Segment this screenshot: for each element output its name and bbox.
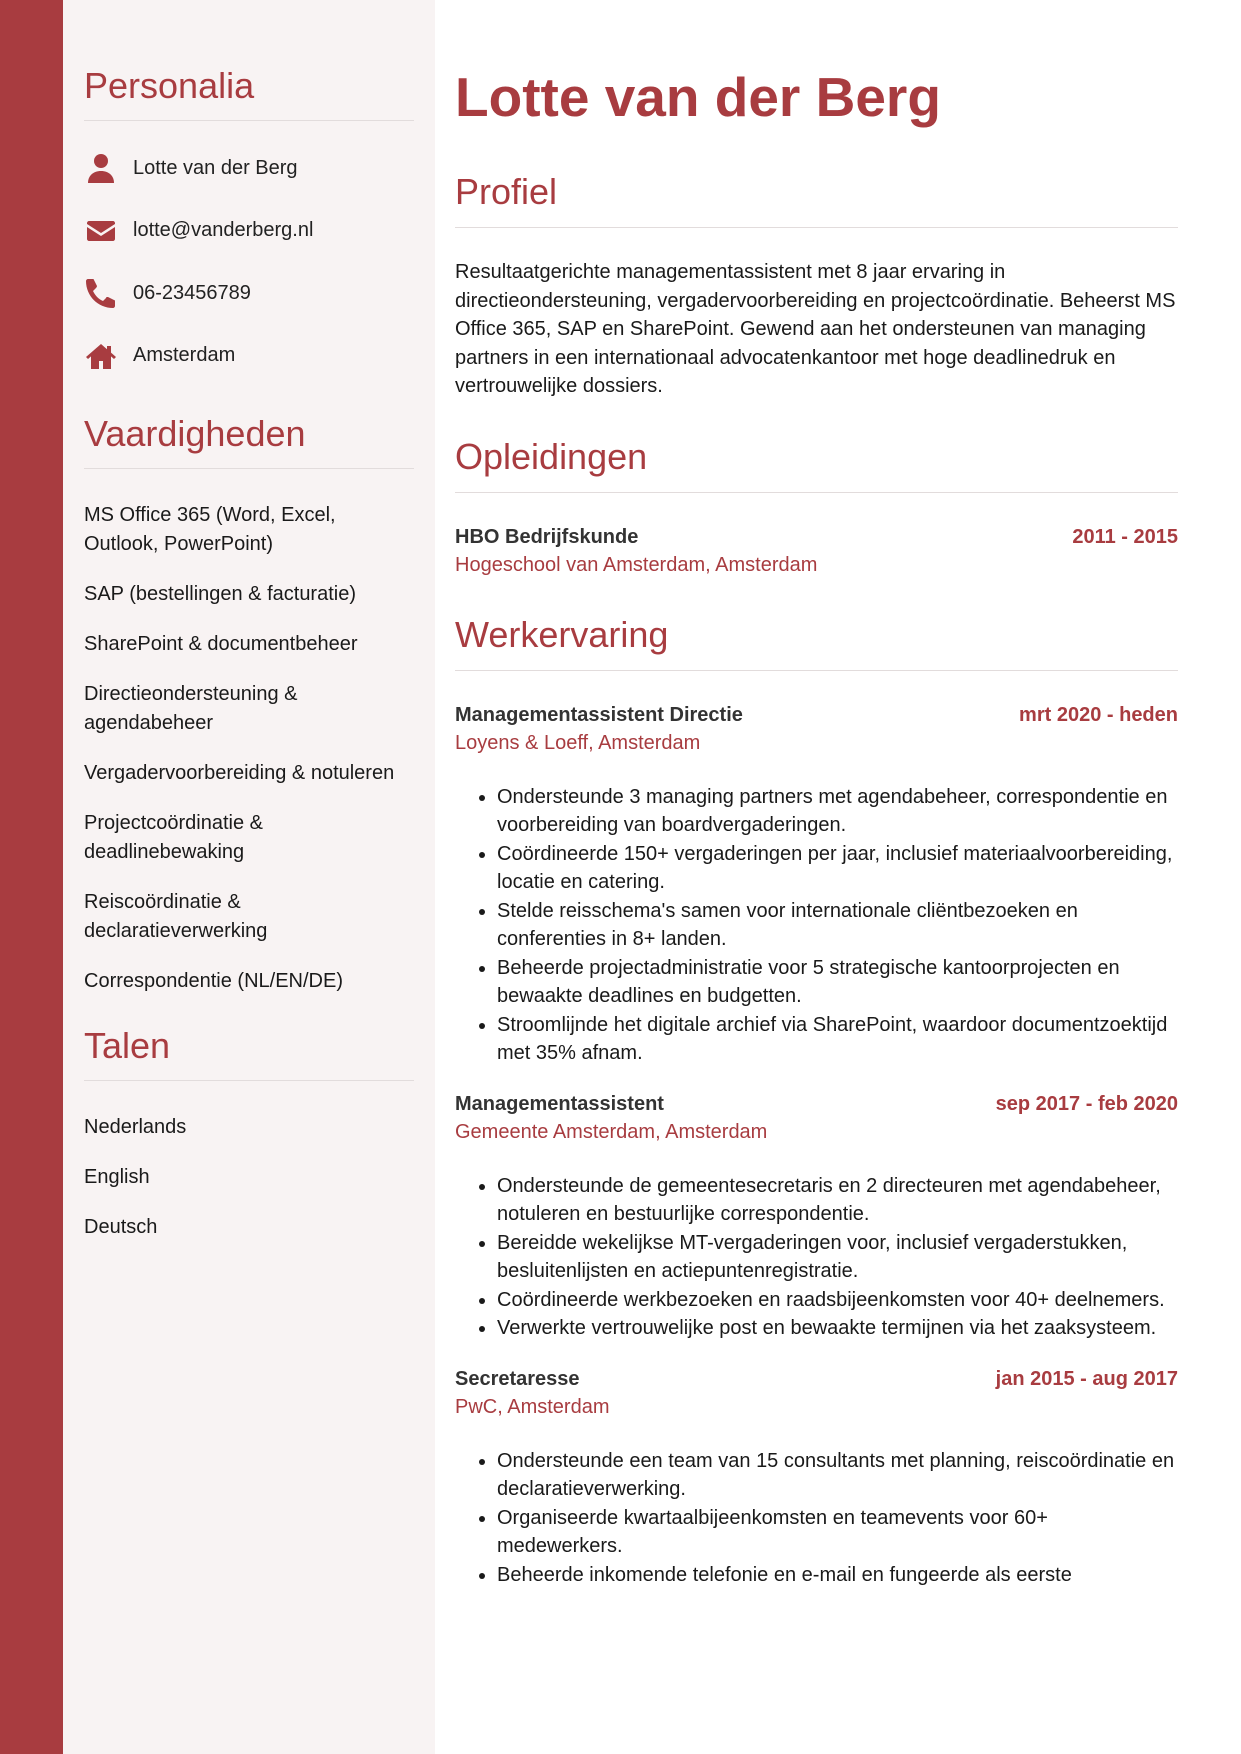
education-institution: Hogeschool van Amsterdam, Amsterdam <box>455 553 818 576</box>
bullet-item: • Beheerde inkomende telefonie en e-mail en fungeerde als eerste <box>497 1561 1178 1590</box>
job-date: sep 2017 - feb 2020 <box>995 1092 1178 1115</box>
job-bullets <box>455 1172 1178 1343</box>
bullet-item: • Stelde reisschema's samen voor internationale cliëntbezoeken en conferenties in 8+ landen. <box>497 897 1178 954</box>
contact-email[interactable]: lotte@vanderberg.nl <box>133 219 314 242</box>
contact-list <box>84 137 414 387</box>
bullet-item: • Stroomlijnde het digitale archief via SharePoint, waardoor documentzoektijd met 35% afnam. <box>497 1011 1178 1068</box>
contact-item-phone[interactable] <box>84 262 414 325</box>
education-title: HBO Bedrijfskunde <box>455 525 639 548</box>
person-icon <box>84 151 118 185</box>
profile-heading: Profiel <box>455 170 1178 228</box>
contact-name: Lotte van der Berg <box>133 156 298 179</box>
education-heading: Opleidingen <box>455 435 1178 493</box>
envelope-icon <box>84 214 118 248</box>
work-entry <box>455 1090 1178 1343</box>
bullet-item: • Ondersteunde 3 managing partners met agendabeheer, correspondentie en voorbereiding van boardvergaderingen. <box>497 783 1178 840</box>
job-title: Managementassistent <box>455 1092 664 1115</box>
skills-heading: Vaardigheden <box>84 412 414 469</box>
job-company: Gemeente Amsterdam, Amsterdam <box>455 1120 768 1143</box>
phone-icon <box>84 276 118 310</box>
contact-phone[interactable]: 06-23456789 <box>133 281 251 304</box>
contact-item-location <box>84 325 414 388</box>
work-entry <box>455 1365 1178 1590</box>
languages-heading: Talen <box>84 1024 414 1081</box>
job-date: jan 2015 - aug 2017 <box>995 1367 1178 1390</box>
job-title: Secretaresse <box>455 1367 580 1390</box>
job-title: Managementassistent Directie <box>455 703 743 726</box>
bullet-item: • Organiseerde kwartaalbijeenkomsten en teamevents voor 60+ medewerkers. <box>497 1504 1178 1561</box>
contact-item-name <box>84 137 414 200</box>
sidebar <box>63 0 435 1754</box>
bullet-item: • Beheerde projectadministratie voor 5 strategische kantoorprojecten en bewaakte deadlines en budgetten. <box>497 954 1178 1011</box>
home-icon <box>84 339 118 373</box>
job-bullets <box>455 1447 1178 1590</box>
candidate-name: Lotte van der Berg <box>455 66 941 128</box>
skill-item: Reiscoördinatie & declaratieverwerking <box>84 891 268 942</box>
skills-list <box>84 501 414 996</box>
skill-item: SharePoint & documentbeheer <box>84 633 358 655</box>
skill-item: MS Office 365 (Word, Excel, Outlook, PowerPoint) <box>84 504 336 555</box>
bullet-item: • Coördineerde werkbezoeken en raadsbijeenkomsten voor 40+ deelnemers. <box>497 1286 1178 1315</box>
language-item: Deutsch <box>84 1216 158 1238</box>
main-content <box>435 0 1241 1754</box>
languages-list <box>84 1113 414 1242</box>
language-item: Nederlands <box>84 1116 187 1138</box>
skill-item: Correspondentie (NL/EN/DE) <box>84 970 343 992</box>
work-heading: Werkervaring <box>455 613 1178 671</box>
bullet-item: • Bereidde wekelijkse MT-vergaderingen voor, inclusief vergaderstukken, besluitenlijsten en actiepuntenregistratie. <box>497 1229 1178 1286</box>
accent-stripe <box>0 0 63 1754</box>
bullet-item: • Ondersteunde de gemeentesecretaris en 2 directeuren met agendabeheer, notuleren en bestuurlijke correspondentie. <box>497 1172 1178 1229</box>
skill-item: Projectcoördinatie & deadlinebewaking <box>84 812 263 863</box>
skill-item: SAP (bestellingen & facturatie) <box>84 583 357 605</box>
job-bullets <box>455 783 1178 1068</box>
skill-item: Vergadervoorbereiding & notuleren <box>84 762 395 784</box>
bullet-item: • Coördineerde 150+ vergaderingen per jaar, inclusief materiaalvoorbereiding, locatie en catering. <box>497 840 1178 897</box>
contact-item-email[interactable] <box>84 200 414 263</box>
language-item: English <box>84 1166 150 1188</box>
bullet-item: • Verwerkte vertrouwelijke post en bewaakte termijnen via het zaaksysteem. <box>497 1314 1178 1343</box>
personalia-heading: Personalia <box>84 64 414 121</box>
job-company: Loyens & Loeff, Amsterdam <box>455 731 701 754</box>
education-date: 2011 - 2015 <box>1072 525 1178 548</box>
profile-text: Resultaatgerichte managementassistent met 8 jaar ervaring in directieondersteuning, vergadervoorbereiding en projectcoördinatie. Beheerst MS Office 365, SAP en SharePoint. Gewend aan het ondersteunen van managing partners in een internationaal advocatenkantoor met hoge deadlinedruk en vertrouwelijke dossiers. <box>455 261 1176 397</box>
work-entry <box>455 701 1178 1068</box>
contact-location: Amsterdam <box>133 344 236 367</box>
skill-item: Directieondersteuning & agendabeheer <box>84 683 298 734</box>
job-date: mrt 2020 - heden <box>1019 703 1178 726</box>
education-entry <box>455 523 1178 579</box>
job-company: PwC, Amsterdam <box>455 1395 610 1418</box>
bullet-item: • Ondersteunde een team van 15 consultants met planning, reiscoördinatie en declaratieverwerking. <box>497 1447 1178 1504</box>
